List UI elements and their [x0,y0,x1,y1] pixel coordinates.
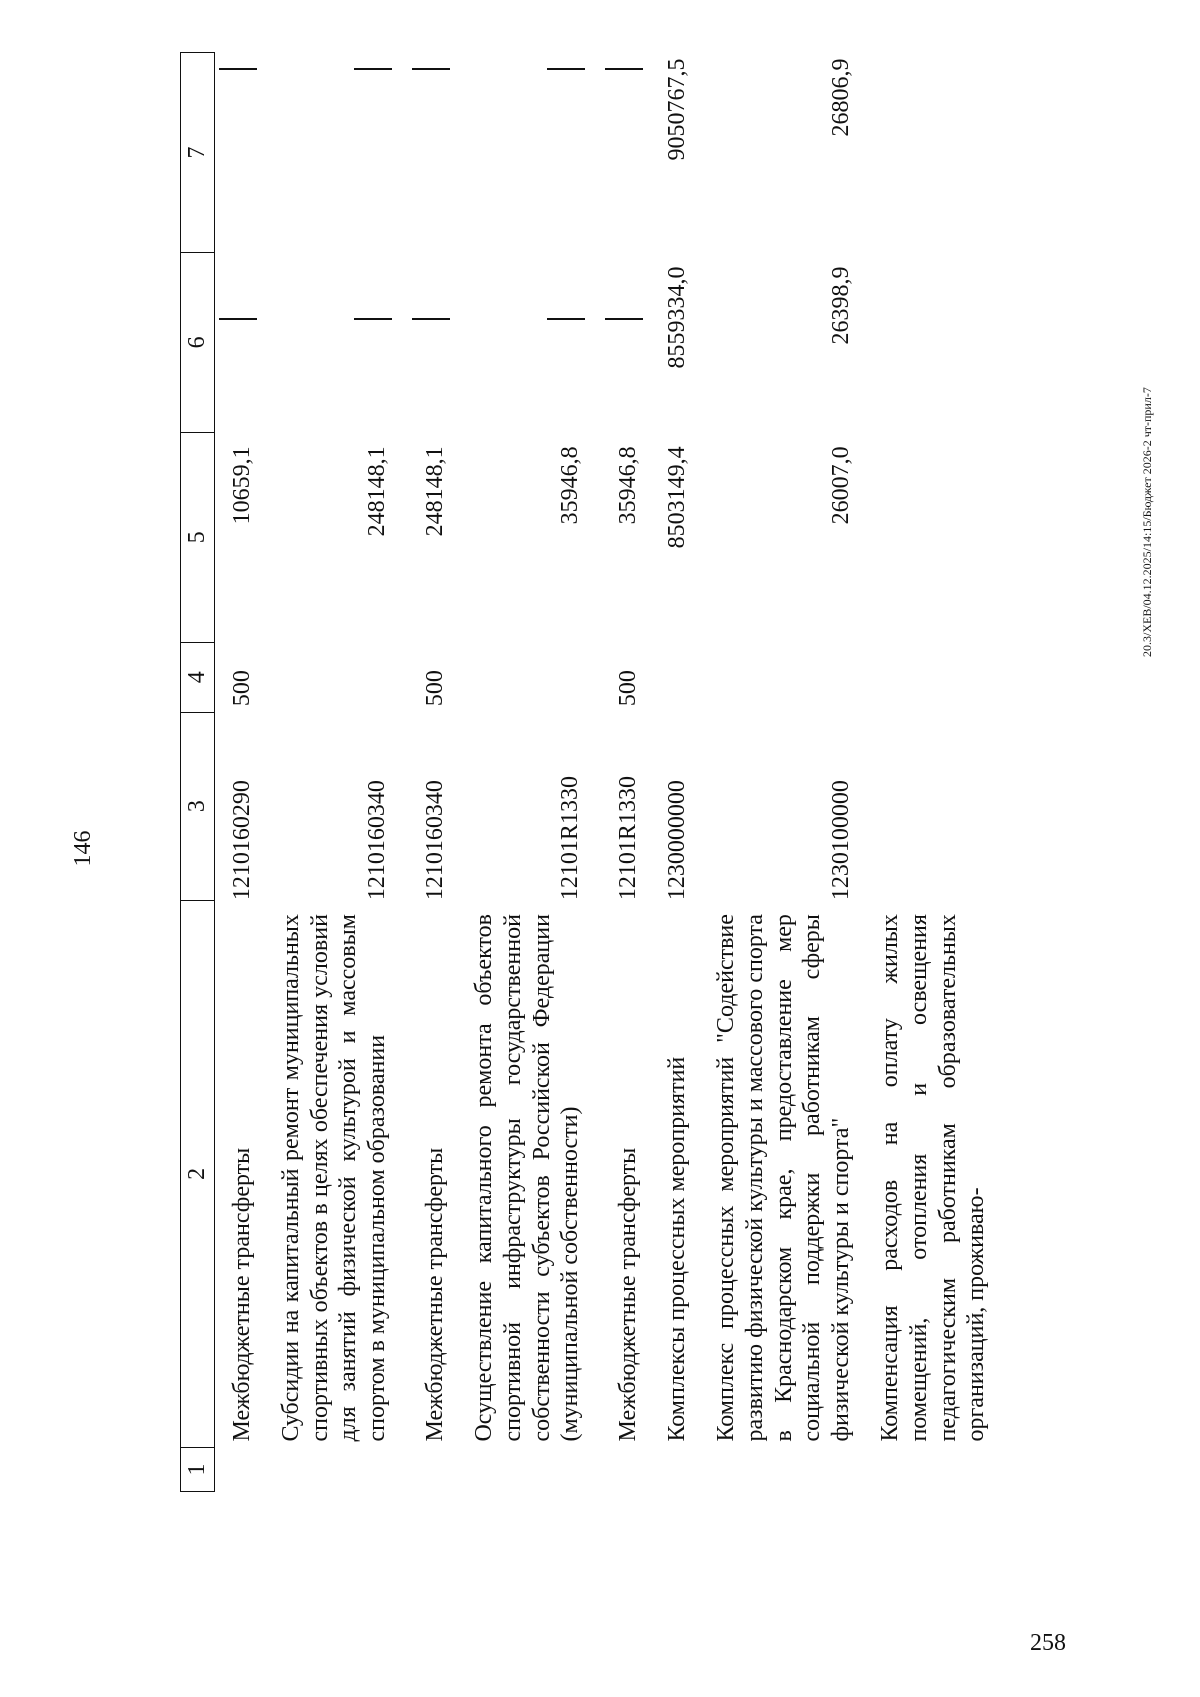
amount-2026-cell: 26398,9 [828,266,855,345]
row-number-cell [661,1448,710,1492]
target-code-cell: 1210160290 [229,780,255,901]
expense-type-cell: 500 [422,670,449,707]
column-header-4: 4 [181,642,215,712]
item-name-cell: Комплексы процессных мероприятий [664,1056,691,1442]
amount-2025-cell: 26007,0 [828,446,855,525]
table-row [603,53,661,1492]
table-body [214,53,991,1492]
expense-type-cell: 500 [229,670,255,707]
table-row [468,53,603,1492]
amount-2025-cell: 248148,1 [364,446,391,537]
amount-2025-cell: 35946,8 [615,446,642,525]
column-header-1: 1 [181,1448,215,1492]
row-number-cell [468,1448,603,1492]
table-row [710,53,874,1492]
expense-type-cell [275,642,410,712]
expense-type-cell [710,642,874,712]
expense-type-cell [661,642,710,712]
column-header-5: 5 [181,432,215,642]
table-row [661,53,710,1492]
target-code-cell: 1230100000 [828,780,855,901]
column-header-7: 7 [181,53,215,253]
target-code-cell: 1230000000 [664,780,691,901]
row-number-cell [214,1448,275,1492]
amount-2027-cell [874,53,991,253]
empty-value-dash [219,318,257,320]
amount-2027-cell [275,53,410,253]
amount-2027-cell: 26806,9 [828,58,855,137]
item-name-cell: Субсидии на капитальный ремонт муниципальных спортивных объектов в целях обеспечения условий для занятий физической культурой и массовым спортом в муниципальном образовании [277,914,391,1442]
empty-value-dash [412,318,450,320]
empty-value-dash [547,69,585,71]
column-header-3: 3 [181,712,215,900]
empty-value-dash [547,318,585,320]
item-name-cell: Компенсация расходов на оплату жилых помещений, отопления и освещения педагогическим работникам образовательных организаций, проживаю- [876,914,990,1442]
amount-2026-cell [603,252,661,432]
amount-2027-cell [214,53,275,253]
item-name-cell: Межбюджетные трансферты [615,1147,642,1442]
amount-2026-cell [468,252,603,432]
row-number-cell [874,1448,991,1492]
empty-value-dash [605,318,643,320]
table-row [874,53,991,1492]
item-name-cell: Осуществление капитального ремонта объектов спортивной инфраструктуры государственной собственности субъектов Российской Федерации (муниципальной собственности) [470,914,584,1442]
amount-2027-cell [468,53,603,253]
target-code-cell [874,712,991,900]
sheet-number: 258 [1030,1630,1066,1656]
empty-value-dash [412,69,450,71]
row-number-cell [410,1448,468,1492]
row-number-cell [275,1448,410,1492]
empty-value-dash [354,69,392,71]
amount-2027-cell [603,53,661,253]
column-header-6: 6 [181,252,215,432]
expense-type-cell [468,642,603,712]
amount-2025-cell: 10659,1 [229,446,255,525]
table-row [214,53,275,1492]
column-header-2: 2 [181,900,215,1447]
amount-2026-cell: 8559334,0 [664,266,691,369]
target-code-cell: 1210160340 [364,780,391,901]
amount-2026-cell [410,252,468,432]
empty-value-dash [354,318,392,320]
amount-2027-cell [410,53,468,253]
expense-type-cell: 500 [615,670,642,707]
row-number-cell [710,1448,874,1492]
target-code-cell: 12101R1330 [615,776,642,901]
footer-stamp: 20.3/XEB/04.12.2025/14:15/Бюджет 2026-2 чт-прил-7 [1140,387,1154,657]
item-name-cell: Межбюджетные трансферты [422,1147,449,1442]
table-row [275,53,410,1492]
expense-type-cell [874,642,991,712]
empty-value-dash [605,69,643,71]
target-code-cell: 1210160340 [422,780,449,901]
amount-2025-cell: 248148,1 [422,446,449,537]
table-row [410,53,468,1492]
page-number: 146 [70,830,96,867]
item-name-cell: Комплекс процессных мероприятий "Содействие развитию физической культуры и массового спорта в Краснодарском крае, предоставление мер социальной поддержки работникам сферы физической культуры и спорта" [712,914,855,1442]
item-name-cell: Межбюджетные трансферты [229,1147,255,1442]
empty-value-dash [219,69,257,71]
amount-2027-cell: 9050767,5 [664,58,691,161]
amount-2025-cell: 8503149,4 [664,446,691,549]
table-header-row [181,53,215,1492]
amount-2026-cell [275,252,410,432]
row-number-cell [603,1448,661,1492]
amount-2025-cell [874,432,991,642]
amount-2026-cell [874,252,991,432]
target-code-cell: 12101R1330 [557,776,584,901]
amount-2025-cell: 35946,8 [557,446,584,525]
budget-table [180,52,991,1492]
amount-2026-cell [214,252,275,432]
